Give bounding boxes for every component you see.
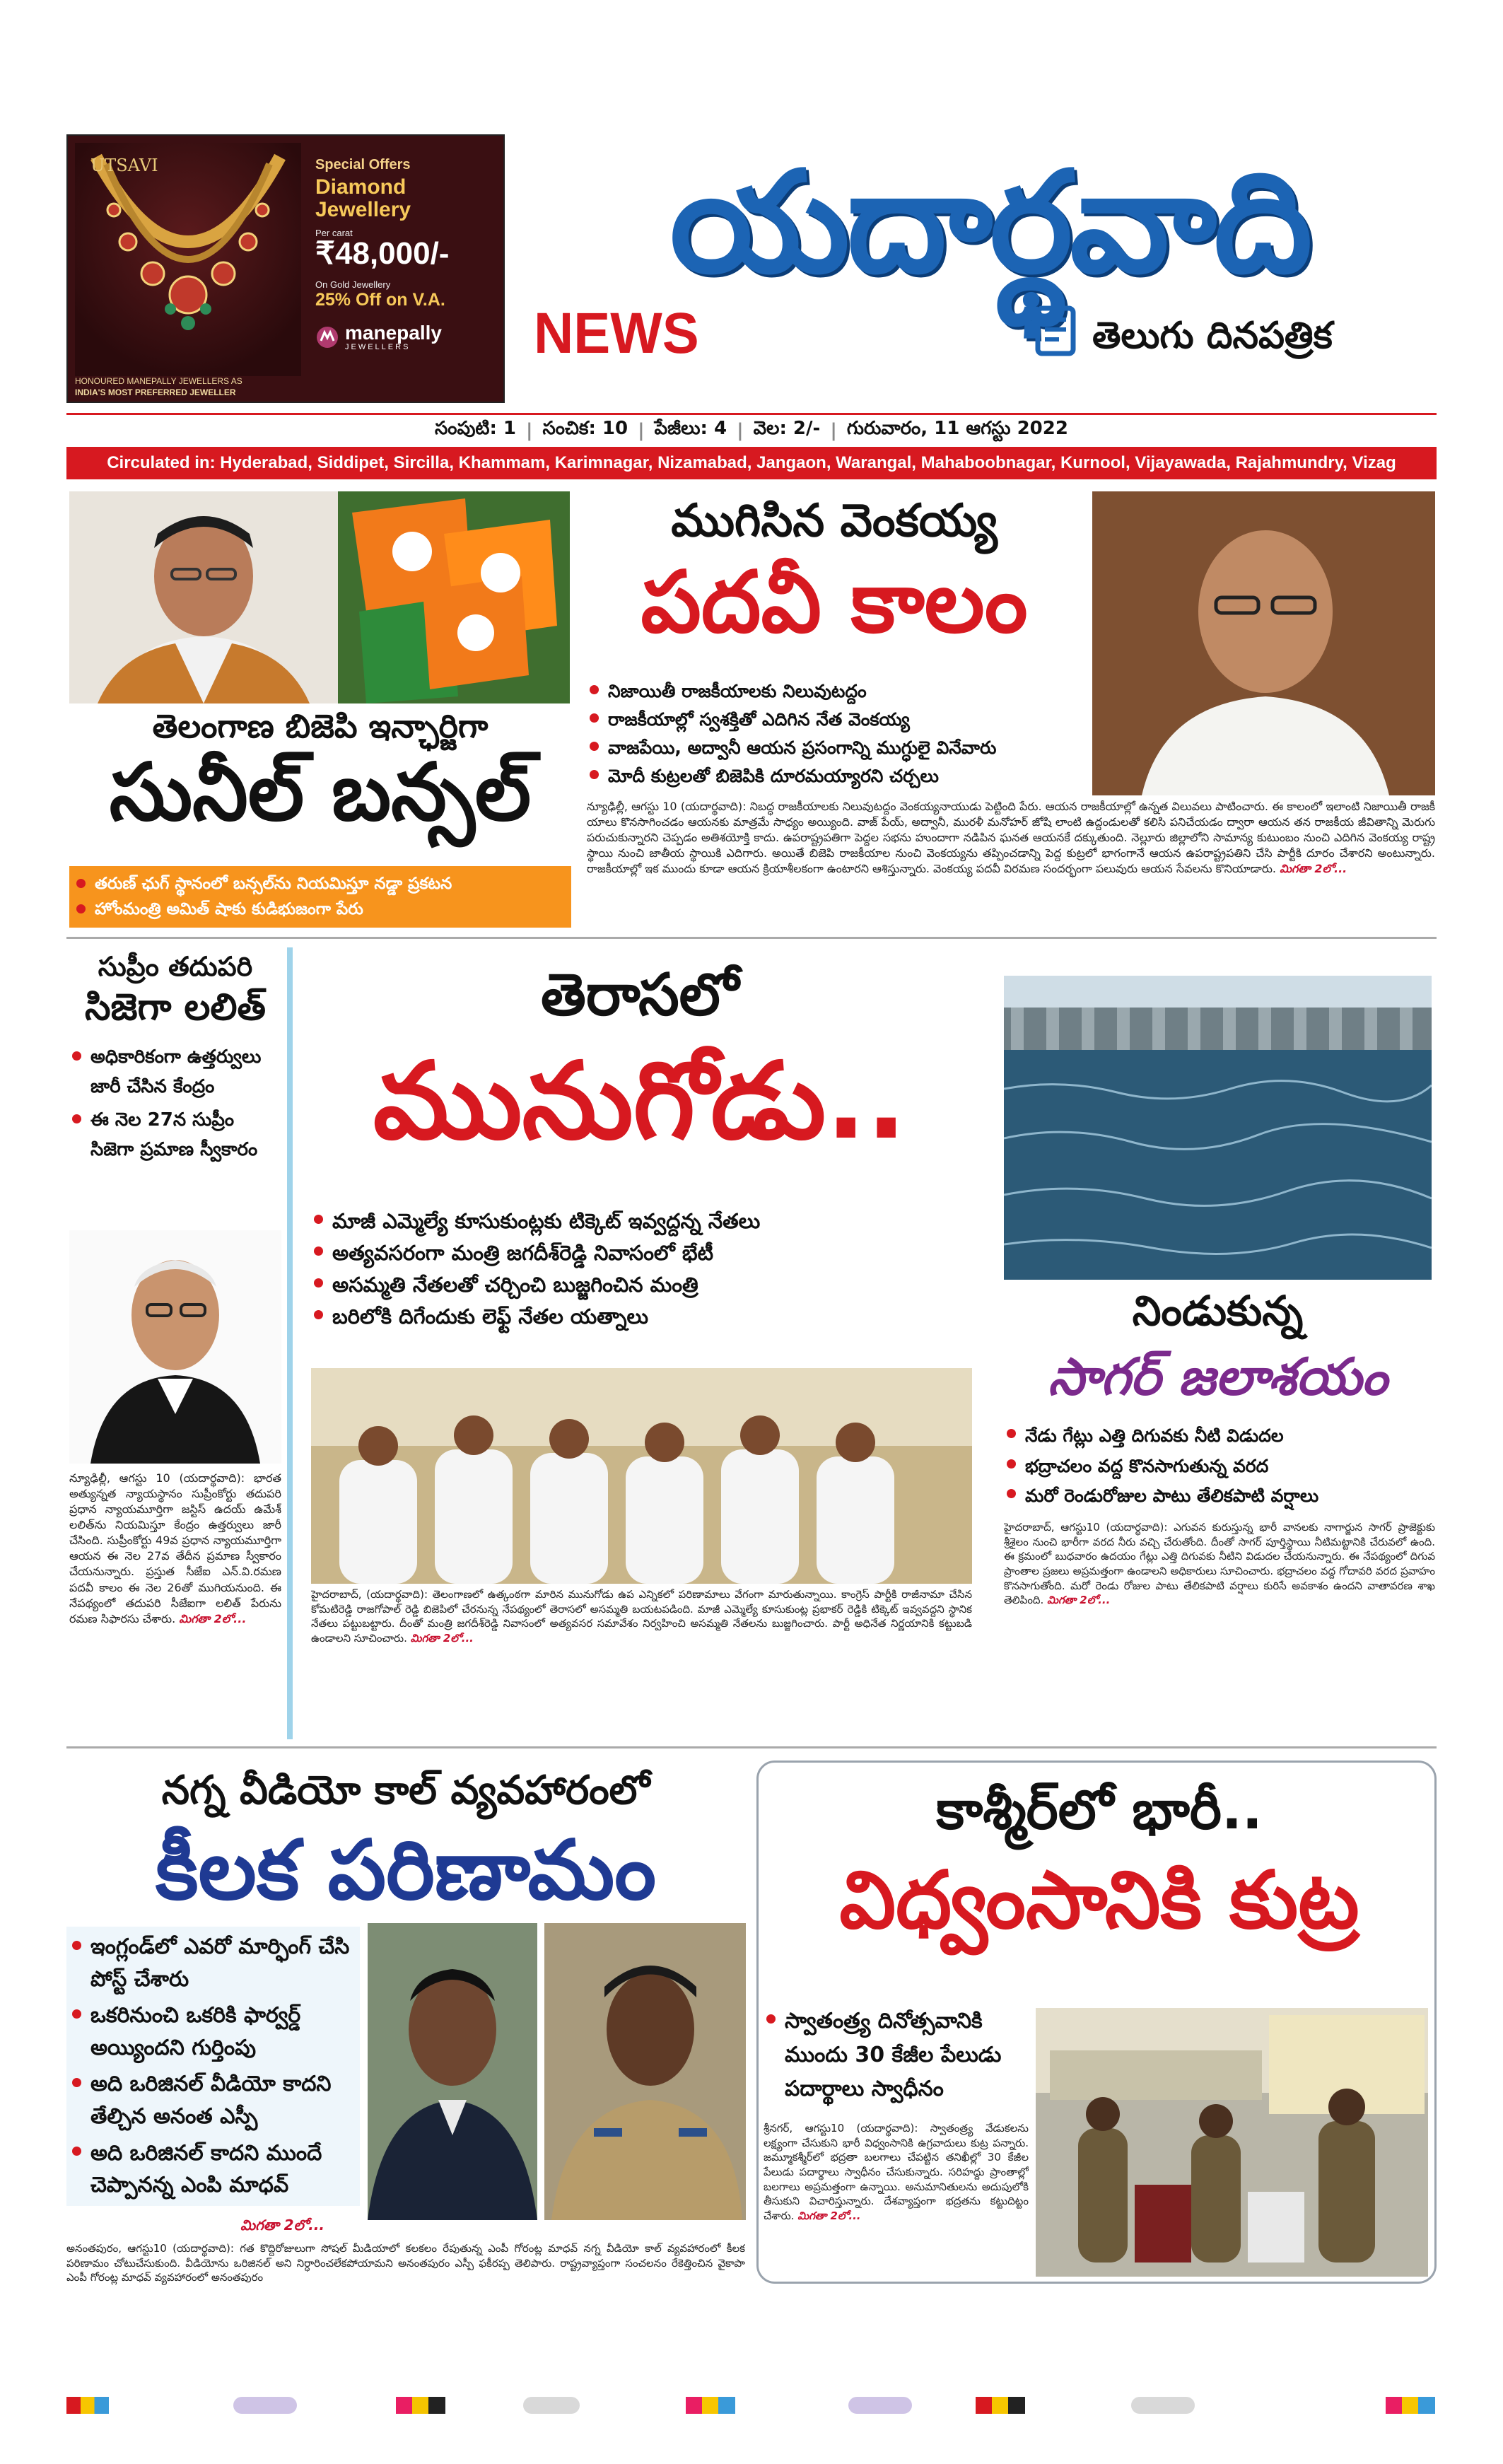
munugode-kicker: తెరాసలో (540, 962, 739, 1029)
list-item: వాజపేయి, అద్వానీ ఆయన ప్రసంగాన్ని ముగ్ధులై వినేవారు (587, 734, 1096, 762)
list-item: నేడు గేట్లు ఎత్తి దిగువకు నీటి విడుదల (1004, 1421, 1435, 1452)
article-text: హైదరాబాద్, (యదార్థవాది): తెలంగాణలో ఉత్కంఠగా మారిన మునుగోడు ఉప ఎన్నికలో పరిణామాలు వేగంగా మారుతున్నాయి. కాంగ్రెస్ పార్టీకి రాజీనామా చేసిన కోమటిరెడ్డి రాజగోపాల్ రెడ్డి బిజెపిలో చేరనున్న నేపథ్యంలో తెరాసలో అసమ్మతి బయటపడింది. మాజీ ఎమ్మెల్యే కూసుకుంట్ల ప్రభాకర్ రెడ్డికి టిక్కెట్ ఇవ్వవద్దని స్థానిక నేతలు పట్టుబట్టారు. దీంతో మంత్రి జగదీశ్‌రెడ్డి నివాసంలో అత్యవసర సమావేశం నిర్వహించి అసమ్మతి నేతలను బుజ్జగించారు. పార్టీ అధినేత నిర్ణయానికి కట్టుబడి ఉండాలని సూచించారు. (311, 1588, 972, 1645)
issue: సంచిక: 10 (542, 417, 628, 439)
volume: సంపుటి: 1 (435, 417, 517, 439)
date: గురువారం, 11 ఆగస్టు 2022 (846, 417, 1068, 439)
list-item: ఇంగ్లండ్‌లో ఎవరో మార్ఫింగ్ చేసి పోస్ట్ చేశారు (69, 1931, 357, 1995)
sp-photo (544, 1923, 746, 2220)
jewellery-ad[interactable] (66, 134, 505, 403)
sagar-headline: సాగర్ జలాశయం (1048, 1347, 1388, 1406)
ad-offer: Special Offers (315, 157, 411, 173)
lalit-kicker: సుప్రీం తదుపరి (98, 951, 253, 982)
sagar-body (1004, 1520, 1435, 1729)
list-item: భద్రాచలం వద్ద కొనసాగుతున్న వరద (1004, 1452, 1435, 1482)
kashmir-security-photo (1036, 2008, 1428, 2277)
ad-discount-label: On Gold Jewellery (315, 279, 391, 290)
article-text: హైదరాబాద్, ఆగస్టు10 (యదార్థవాది): ఎగువన కురుస్తున్న భారీ వానలకు నాగార్జున సాగర్ ప్రాజెక్టుకు శ్రీశైలం నుంచి భారీగా వరద నీరు వచ్చి చేరుతోంది. దీంతో సాగర్ పూర్తిస్థాయి నీటిమట్టానికి చేరువలో ఉంది. ఈ క్రమంలో బుధవారం ఉదయం గేట్లు ఎత్తి దిగువకు నీటిని విడుదల చేయనున్నారు. ఈ నేపథ్యంలో దిగువ ప్రాంతాల ప్రజలు అప్రమత్తంగా ఉండాలని అధికారులు సూచించారు. భద్రాచలం వద్ద గోదావరి వరద ప్రవాహం కొనసాగుతోంది. మరో రెండు రోజుల పాటు తేలికపాటి వర్షాలు కురిసే అవకాశం ఉందని వాతావరణ శాఖ తెలిపింది. (1004, 1521, 1435, 1607)
ad-footer-2: INDIA'S MOST PREFERRED JEWELLER (75, 387, 236, 397)
lalit-bullets (69, 1043, 281, 1164)
dateline-bar: సంపుటి: 1 | సంచిక: 10 | పేజీలు: 4 | వెల: 2/- | గురువారం, 11 ఆగస్టు 2022 (66, 413, 1437, 445)
venkaiah-body (587, 799, 1435, 925)
price: వెల: 2/- (753, 417, 821, 439)
list-item: అది ఒరిజినల్ కాదని ముందే చెప్పానన్న ఎంపి మాధవ్ (69, 2137, 357, 2202)
color-swatch (523, 2397, 580, 2414)
video-bullets (66, 1927, 360, 2206)
kashmir-bullets (764, 2004, 1025, 2106)
video-body: అనంతపురం, ఆగస్టు10 (యదార్థవాది): గత కొద్దిరోజులుగా సోషల్ మీడియాలో కలకలం రేపుతున్న ఎంపీ గోరంట్ల మాధవ్ నగ్న వీడియో కాల్ వ్యవహారంలో కీలక పరిణామం చోటుచేసుకుంది. వీడియోను ఒరిజినల్ అని నిర్ధారించలేకపోయామని అనంతపురం ఎస్పీ ఫకీరప్ప తెలిపారు. రాష్ట్రవ్యాప్తంగా సంచలనం రేకెత్తించిన వైకాపా ఎంపీ గోరంట్ల మాధవ్ వ్యవహారంలో అనంతపురం (66, 2242, 745, 2284)
color-swatch (686, 2397, 735, 2414)
list-item: స్వాతంత్ర్య దినోత్సవానికి ముందు 30 కేజీల పేలుడు పదార్థాలు స్వాధీనం (764, 2004, 1025, 2106)
bjp-flags-photo (338, 491, 570, 703)
kashmir-body (764, 2121, 1029, 2277)
list-item: మరో రెండురోజుల పాటు తేలికపాటి వర్షాలు (1004, 1481, 1435, 1512)
circulation-bar: Circulated in: Hyderabad, Siddipet, Sircilla, Khammam, Karimnagar, Nizamabad, Jangaon, Warangal, Mahaboobnagar, Kurnool, Vijayawada, Rajahmundry, Vizag (66, 447, 1437, 479)
masthead-tagline: తెలుగు దినపత్రిక (1092, 315, 1333, 357)
color-swatch (1386, 2397, 1435, 2414)
ad-title: Diamond Jewellery (315, 175, 411, 221)
article-text: న్యూఢిల్లీ, ఆగస్టు 10 (యదార్థవాది): భారత అత్యున్నత న్యాయస్థానం సుప్రీంకోర్టు తదుపరి ప్రధాన న్యాయమూర్తిగా జస్టిస్ ఉదయ్ ఉమేశ్ లలిత్‌ను నియమిస్తూ కేంద్రం ఉత్తర్వులు జారీ చేసింది. సుప్రీంకోర్టు 49వ ప్రధాన న్యాయమూర్తిగా ఆయన ఈ నెల 27వ తేదీన ప్రమాణ స్వీకారం చేయనున్నారు. ప్రస్తుత సీజేఐ ఎన్.వి.రమణ పదవీ కాలం ఈ నెల 26తో ముగియనుంది. ఈ నేపథ్యంలో తదుపరి సీజేఐగా లలిత్ పేరును రమణ సిఫారసు చేశారు. (69, 1471, 281, 1625)
color-swatch (1131, 2397, 1195, 2414)
list-item: ఈ నెల 27న సుప్రీం సిజెగా ప్రమాణ స్వీకారం (69, 1106, 281, 1164)
lalit-photo (69, 1230, 281, 1464)
lalit-headline: సిజెగా లలిత్ (85, 986, 266, 1029)
lalit-body (69, 1471, 281, 1732)
continued-link[interactable]: మిగతా 2లో... (410, 1632, 474, 1645)
munugode-headline: మునుగోడు.. (373, 1040, 907, 1163)
venkaiah-bullets (587, 677, 1096, 790)
sagar-kicker: నిండుకున్న (1132, 1287, 1304, 1335)
ad-per-carat: Per carat (315, 228, 353, 238)
kashmir-kicker: కాశ్మీర్‌లో భారీ.. (936, 1778, 1263, 1841)
video-kicker: నగ్న వీడియో కాల్ వ్యవహారంలో (161, 1768, 650, 1814)
continued-link[interactable]: మిగతా 2లో... (1280, 862, 1347, 876)
ad-discount: 25% Off on V.A. (315, 290, 445, 310)
divider (66, 1746, 1437, 1748)
ad-brand: UTSAVI (90, 156, 158, 175)
masthead-newspaper-icon (1032, 304, 1082, 361)
divider (66, 937, 1437, 939)
munugode-body (311, 1587, 972, 1732)
sagar-dam-photo (1004, 976, 1432, 1280)
kashmir-headline: విధ్వంసానికి కుట్ర (839, 1855, 1359, 1946)
bjp-headline: సునీల్ బన్సల్ (109, 747, 532, 839)
ad-footer-1: HONOURED MANEPALLY JEWELLERS AS (75, 376, 242, 386)
list-item: రాజకీయాల్లో స్వశక్తితో ఎదిగిన నేత వెంకయ్య (587, 706, 1096, 734)
ad-company: manepally (345, 322, 442, 344)
list-item: మాజీ ఎమ్మెల్యే కూసుకుంట్లకు టిక్కెట్ ఇవ్వద్దన్న నేతలు (311, 1205, 976, 1237)
sunil-bansal-photo (69, 491, 338, 703)
list-item: తరుణ్ ఛుగ్ స్థానంలో బన్సల్‌ను నియమిస్తూ నడ్డా ప్రకటన (74, 872, 567, 897)
list-item: బరిలోకి దిగేందుకు లెఫ్ట్ నేతల యత్నాలు (311, 1301, 976, 1333)
color-swatch (848, 2397, 912, 2414)
list-item: అది ఒరిజినల్ వీడియో కాదని తేల్చిన అనంత ఎస్పీ (69, 2068, 357, 2132)
venkaiah-kicker: ముగిసిన వెంకయ్య (671, 495, 998, 547)
masthead-news: NEWS (534, 301, 699, 366)
color-swatch (396, 2397, 445, 2414)
list-item: ఒకరినుంచి ఒకరికి ఫార్వర్డ్ అయ్యిందని గుర్తింపు (69, 1999, 357, 2064)
bjp-kicker: తెలంగాణ బిజెపి ఇన్ఛార్జిగా (152, 707, 489, 745)
article-text: న్యూఢిల్లీ, ఆగస్టు 10 (యదార్థవాది): నిబద్ధ రాజకీయాలకు నిలువుటద్దం వెంకయ్యనాయుడు పెట్టింది పేరు. ఆయన రాజకీయాల్లో ఉన్నత విలువలు పాటించారు. ఈ కాలంలో ఇలాంటి నిజాయితీ రాజకీ యాలు కొనసాగించడం ఆయనకు మాత్రమే సాధ్యం అయ్యింది. వాజ్ పేయ్, అద్వానీ, మురళీ మనోహర్ జోషి లాంటి ఉద్దండులతో కలిసి పనిచేయడం ద్వారా ఆయన తన రాజకీయ జీవితాన్ని మెరుగు పరుచుకున్నారని చెప్పడం అతిశయోక్తి కాదు. ఉపరాష్ట్రపతిగా పెద్దల సభను హుందాగా నడిపిన ఘనత ఆయనకే దక్కుతుంది. నెల్లూరు జిల్లాలోని సామాన్య కుటుంబం నుంచి ఎదిగిన వెంకయ్య రాష్ట్ర స్థాయి నుంచి జాతీయ స్థాయికి ఎదిగారు. అయితే బిజెపి రాజకీయాల నుంచి వెంకయ్యను తప్పించడాన్ని పెద్ద కుట్రలో భాగంగానే ఆయన ఉపరాష్ట్రపతిని చేసి పార్టీకి దూరం చేశారని అంటున్నారు. రాజకీయాల్లో ఇక ముందు కూడా ఆయన క్రియాశీలకంగా ఉంటారని ఆశిస్తున్నారు. వెంకయ్య పదవీ విరమణ సందర్భంగా పలువురు ఆయన సేవలను కొనియాడారు. (587, 800, 1435, 876)
venkaiah-photo (1092, 491, 1435, 795)
list-item: అత్యవసరంగా మంత్రి జగదీశ్‌రెడ్డి నివాసంలో భేటీ (311, 1237, 976, 1269)
pages: పేజీలు: 4 (654, 417, 727, 439)
continued-link[interactable]: మిగతా 2లో... (179, 1611, 247, 1625)
list-item: అసమ్మతి నేతలతో చర్చించి బుజ్జగించిన మంత్రి (311, 1269, 976, 1301)
necklace-image (75, 143, 301, 376)
list-item: నిజాయితీ రాజకీయాలకు నిలువుటద్దం (587, 677, 1096, 706)
ad-price: ₹48,000/- (315, 236, 450, 271)
bjp-bullets (69, 866, 571, 928)
manepally-logo-icon (315, 325, 339, 349)
mp-photo (368, 1923, 537, 2220)
venkaiah-headline: పదవీ కాలం (641, 554, 1028, 652)
munugode-bullets (311, 1205, 976, 1333)
color-swatch (66, 2397, 109, 2414)
list-item: హోంమంత్రి అమిత్ షాకు కుడిభుజంగా పేరు (74, 897, 567, 923)
continued-link[interactable]: మిగతా 2లో... (797, 2209, 861, 2223)
color-swatch (976, 2397, 1025, 2414)
list-item: మోదీ కుట్రలతో బిజెపికి దూరమయ్యారని చర్చలు (587, 762, 1096, 790)
video-headline: కీలక పరిణామం (155, 1823, 657, 1918)
color-swatch (233, 2397, 297, 2414)
continued-link[interactable]: మిగతా 2లో... (1047, 1594, 1111, 1607)
continued-link[interactable]: మిగతా 2లో... (240, 2217, 324, 2234)
list-item: అధికారికంగా ఉత్తర్వులు జారీ చేసిన కేంద్రం (69, 1043, 281, 1102)
ad-company-sub: JEWELLERS (345, 343, 411, 351)
article-text: శ్రీనగర్, ఆగస్టు10 (యదార్థవాది): స్వాతంత్ర్య వేడుకలను లక్ష్యంగా చేసుకుని భారీ విధ్వంసానికి ఉగ్రవాదులు కుట్ర పన్నారు. జమ్మూకశ్మీర్‌లో భద్రతా బలగాలు చేపట్టిన తనిఖీల్లో 30 కేజీల పేలుడు పదార్థాలు స్వాధీనం చేసుకున్నారు. సరిహద్దు ప్రాంతాల్లో బలగాలు అప్రమత్తంగా ఉన్నాయి. అనుమానితులను అదుపులోకి తీసుకుని విచారిస్తున్నారు. దేశవ్యాప్తంగా భద్రతను కట్టుదిట్టం చేశారు. (764, 2122, 1029, 2223)
sagar-bullets (1004, 1421, 1435, 1512)
munugode-meeting-photo (311, 1368, 972, 1584)
masthead-title: యదార్థవాది (669, 141, 1310, 304)
